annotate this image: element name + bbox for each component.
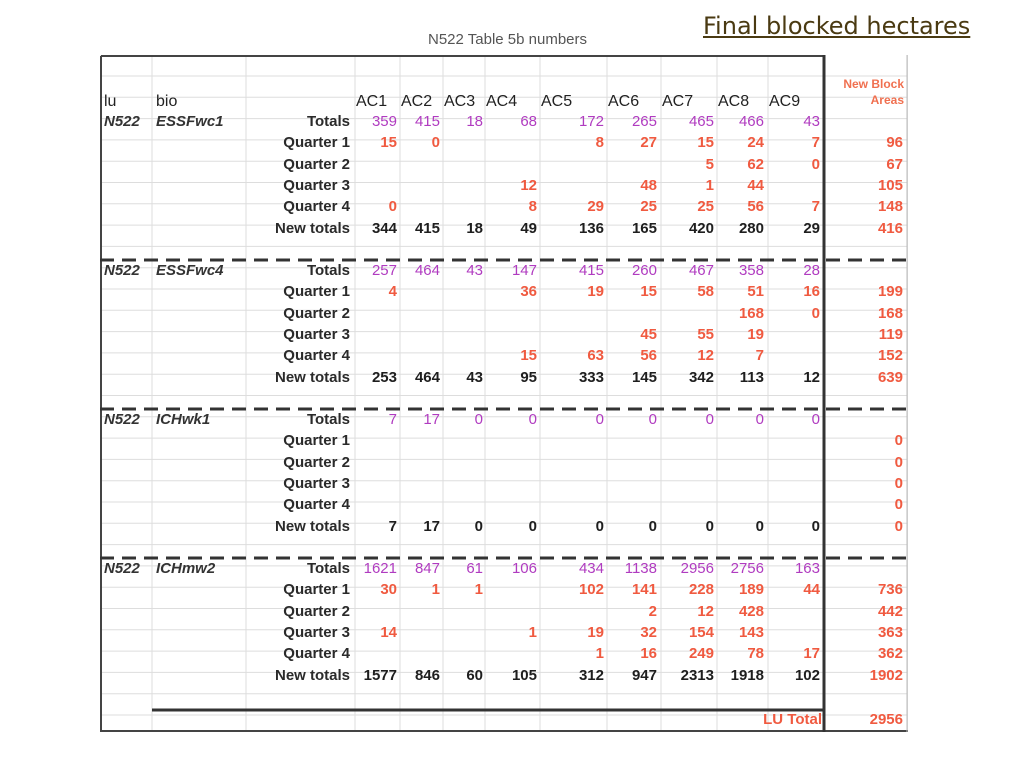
totals-ac3-value: 43 [466, 262, 483, 279]
totals-ac2-value: 415 [414, 113, 440, 130]
new-totals-ac6-value: 145 [631, 368, 657, 386]
quarter-1-ac1-value: 4 [388, 283, 397, 301]
quarter-4-ac7-value: 249 [688, 645, 714, 663]
new-totals-ac4-value: 105 [511, 666, 537, 684]
row-label-quarter-1: Quarter 1 [283, 134, 350, 152]
quarter-1-ac6-value: 141 [631, 581, 657, 599]
quarter-4-ac6-value: 16 [640, 645, 657, 663]
new-block-area-value: 0 [894, 432, 903, 450]
quarter-2-ac7-value: 5 [705, 155, 714, 173]
new-block-area-value: 148 [877, 198, 903, 216]
totals-ac1-value: 7 [388, 411, 397, 428]
row-label-quarter-3: Quarter 3 [283, 325, 350, 343]
totals-ac7-value: 467 [688, 262, 714, 279]
totals-ac5-value: 172 [578, 113, 604, 130]
lu-cell: N522 [104, 113, 140, 130]
totals-ac9-value: 28 [803, 262, 820, 279]
totals-ac5-value: 434 [578, 560, 604, 577]
new-block-area-value: 0 [894, 496, 903, 514]
quarter-4-ac5-value: 63 [587, 347, 604, 365]
row-label-quarter-2: Quarter 2 [283, 155, 350, 173]
quarter-1-ac5-value: 8 [595, 134, 604, 152]
quarter-2-ac8-value: 168 [738, 304, 764, 322]
new-block-area-value: 736 [877, 581, 903, 599]
quarter-2-ac9-value: 0 [811, 304, 820, 322]
new-totals-ac5-value: 312 [578, 666, 604, 684]
new-block-area-value: 119 [878, 325, 903, 343]
quarter-3-ac7-value: 55 [697, 325, 714, 343]
row-label-totals: Totals [306, 411, 350, 428]
new-totals-ac2-value: 415 [414, 219, 440, 237]
ac-header-2: AC2 [401, 93, 433, 110]
new-totals-ac2-value: 464 [414, 368, 440, 386]
totals-ac6-value: 265 [631, 113, 657, 130]
totals-ac6-value: 1138 [624, 560, 657, 577]
new-block-area-value: 0 [894, 517, 903, 535]
new-totals-ac8-value: 113 [739, 368, 764, 386]
lu-cell: N522 [104, 411, 140, 428]
quarter-1-ac5-value: 102 [578, 581, 604, 599]
quarter-4-ac4-value: 8 [528, 198, 537, 216]
quarter-1-ac2-value: 0 [431, 134, 440, 152]
quarter-4-ac8-value: 78 [747, 645, 764, 663]
totals-ac7-value: 2956 [680, 560, 714, 577]
new-totals-ac1-value: 344 [371, 219, 397, 237]
new-totals-ac6-value: 947 [631, 666, 657, 684]
ac-header-5: AC5 [541, 93, 573, 110]
quarter-1-ac2-value: 1 [431, 581, 440, 599]
totals-ac2-value: 847 [414, 560, 440, 577]
quarter-3-ac5-value: 19 [587, 623, 604, 641]
quarter-3-ac8-value: 19 [747, 325, 764, 343]
ac-header-1: AC1 [356, 93, 388, 110]
totals-ac1-value: 257 [371, 262, 397, 279]
new-totals-ac3-value: 0 [474, 517, 483, 535]
new-block-area-value: 363 [877, 623, 903, 641]
row-label-new-totals: New totals [274, 517, 350, 535]
quarter-2-ac8-value: 428 [738, 602, 764, 620]
quarter-1-ac6-value: 27 [640, 134, 657, 152]
row-label-new-totals: New totals [274, 666, 350, 684]
quarter-2-ac6-value: 2 [648, 602, 657, 620]
new-totals-ac7-value: 0 [705, 517, 714, 535]
quarter-4-ac4-value: 15 [520, 347, 537, 365]
totals-ac1-value: 1621 [363, 560, 397, 577]
lu-total-label: LU Total [763, 711, 822, 728]
new-totals-ac4-value: 95 [520, 368, 537, 386]
totals-ac4-value: 147 [511, 262, 537, 279]
quarter-1-ac7-value: 228 [688, 581, 714, 599]
new-totals-ac9-value: 102 [794, 666, 820, 684]
totals-ac8-value: 0 [755, 411, 764, 428]
row-label-quarter-4: Quarter 4 [283, 496, 350, 514]
totals-ac4-value: 68 [520, 113, 537, 130]
quarter-4-ac7-value: 25 [697, 198, 714, 216]
quarter-1-ac8-value: 189 [738, 581, 764, 599]
row-label-quarter-4: Quarter 4 [283, 347, 350, 365]
quarter-1-ac8-value: 51 [747, 283, 764, 301]
totals-ac9-value: 163 [794, 560, 820, 577]
quarter-1-ac9-value: 44 [803, 581, 820, 599]
quarter-4-ac1-value: 0 [388, 198, 397, 216]
totals-ac2-value: 17 [423, 411, 440, 428]
new-totals-ac3-value: 43 [466, 368, 483, 386]
new-totals-ac7-value: 2313 [680, 666, 714, 684]
new-block-area-value: 0 [894, 453, 903, 471]
new-block-area-value: 67 [886, 155, 903, 173]
row-label-totals: Totals [306, 560, 350, 577]
row-label-new-totals: New totals [274, 368, 350, 386]
new-totals-ac3-value: 60 [466, 666, 483, 684]
totals-ac9-value: 0 [811, 411, 820, 428]
totals-ac6-value: 260 [631, 262, 657, 279]
new-block-area-value: 442 [877, 602, 903, 620]
new-totals-ac9-value: 29 [803, 219, 820, 237]
quarter-1-ac9-value: 7 [811, 134, 820, 152]
totals-ac8-value: 2756 [730, 560, 764, 577]
ac-header-4: AC4 [486, 93, 518, 110]
new-totals-ac9-value: 0 [811, 517, 820, 535]
quarter-4-ac8-value: 7 [755, 347, 764, 365]
row-label-quarter-4: Quarter 4 [283, 198, 350, 216]
totals-ac3-value: 61 [466, 560, 483, 577]
new-block-header: Areas [870, 93, 904, 107]
row-label-quarter-2: Quarter 2 [283, 602, 350, 620]
ac-header-9: AC9 [769, 93, 801, 110]
totals-ac3-value: 0 [474, 411, 483, 428]
new-block-area-value: 168 [877, 304, 903, 322]
new-totals-ac2-value: 846 [414, 666, 440, 684]
new-totals-ac6-value: 165 [631, 219, 657, 237]
ac-header-8: AC8 [718, 93, 750, 110]
quarter-3-ac6-value: 45 [640, 325, 657, 343]
row-label-totals: Totals [306, 262, 350, 279]
new-block-area-value: 362 [877, 645, 903, 663]
sheet-caption: N522 Table 5b numbers [428, 31, 587, 48]
new-totals-ac1-value: 253 [371, 368, 397, 386]
new-totals-ac1-value: 1577 [363, 666, 397, 684]
new-totals-ac1-value: 7 [388, 517, 397, 535]
ac-header-6: AC6 [608, 93, 640, 110]
quarter-4-ac9-value: 7 [811, 198, 820, 216]
new-totals-ac9-value: 12 [803, 368, 820, 386]
quarter-4-ac5-value: 29 [587, 198, 604, 216]
quarter-1-ac1-value: 30 [380, 581, 397, 599]
totals-ac4-value: 0 [528, 411, 537, 428]
row-label-quarter-1: Quarter 1 [283, 581, 350, 599]
totals-ac3-value: 18 [466, 113, 483, 130]
quarter-1-ac6-value: 15 [640, 283, 657, 301]
bio-cell: ICHwk1 [156, 411, 211, 428]
new-block-area-value: 1902 [869, 666, 903, 684]
new-totals-ac8-value: 0 [755, 517, 764, 535]
quarter-4-ac8-value: 56 [747, 198, 764, 216]
bio-cell: ICHmw2 [156, 560, 216, 577]
quarter-3-ac7-value: 154 [688, 623, 714, 641]
totals-ac8-value: 358 [738, 262, 764, 279]
new-totals-ac8-value: 280 [738, 219, 764, 237]
lu-total-value: 2956 [869, 711, 903, 728]
bio-cell: ESSFwc4 [156, 262, 224, 279]
quarter-3-ac1-value: 14 [380, 623, 397, 641]
totals-ac1-value: 359 [371, 113, 397, 130]
totals-ac7-value: 465 [688, 113, 714, 130]
new-block-area-value: 199 [877, 283, 903, 301]
new-totals-ac2-value: 17 [423, 517, 440, 535]
quarter-1-ac1-value: 15 [380, 134, 397, 152]
totals-ac4-value: 106 [511, 560, 537, 577]
new-block-area-value: 105 [877, 176, 903, 194]
new-totals-ac4-value: 0 [528, 517, 537, 535]
ac-header-7: AC7 [662, 93, 694, 110]
new-totals-ac8-value: 1918 [730, 666, 764, 684]
row-label-quarter-2: Quarter 2 [283, 304, 350, 322]
row-label-quarter-1: Quarter 1 [283, 432, 350, 450]
quarter-1-ac7-value: 58 [697, 283, 714, 301]
new-totals-ac5-value: 333 [578, 368, 604, 386]
new-totals-ac3-value: 18 [466, 219, 483, 237]
new-block-area-value: 0 [894, 474, 903, 492]
row-label-totals: Totals [306, 113, 350, 130]
bio-cell: ESSFwc1 [156, 113, 224, 130]
quarter-3-ac8-value: 143 [738, 623, 764, 641]
quarter-3-ac6-value: 32 [640, 623, 657, 641]
row-label-quarter-3: Quarter 3 [283, 623, 350, 641]
bio-header: bio [156, 93, 178, 110]
totals-ac5-value: 0 [595, 411, 604, 428]
quarter-3-ac6-value: 48 [640, 176, 657, 194]
totals-ac6-value: 0 [648, 411, 657, 428]
totals-ac7-value: 0 [705, 411, 714, 428]
new-totals-ac7-value: 342 [688, 368, 714, 386]
new-block-area-value: 96 [886, 134, 903, 152]
row-label-quarter-4: Quarter 4 [283, 645, 350, 663]
totals-ac8-value: 466 [738, 113, 764, 130]
quarter-1-ac5-value: 19 [587, 283, 604, 301]
quarter-1-ac7-value: 15 [697, 134, 714, 152]
quarter-2-ac7-value: 12 [697, 602, 714, 620]
row-label-new-totals: New totals [274, 219, 350, 237]
row-label-quarter-1: Quarter 1 [283, 283, 350, 301]
lu-cell: N522 [104, 262, 140, 279]
totals-ac2-value: 464 [414, 262, 440, 279]
spreadsheet-table [100, 55, 908, 732]
new-totals-ac7-value: 420 [688, 219, 714, 237]
new-block-header: New Block [843, 77, 904, 91]
new-totals-ac4-value: 49 [520, 219, 537, 237]
totals-ac5-value: 415 [578, 262, 604, 279]
quarter-1-ac4-value: 36 [520, 283, 537, 301]
quarter-4-ac9-value: 17 [803, 645, 820, 663]
quarter-2-ac9-value: 0 [811, 155, 820, 173]
lu-header: lu [104, 93, 117, 110]
row-label-quarter-2: Quarter 2 [283, 453, 350, 471]
quarter-3-ac7-value: 1 [705, 176, 714, 194]
quarter-2-ac8-value: 62 [747, 155, 764, 173]
quarter-1-ac8-value: 24 [747, 134, 764, 152]
ac-header-3: AC3 [444, 93, 476, 110]
quarter-4-ac5-value: 1 [595, 645, 604, 663]
quarter-1-ac3-value: 1 [474, 581, 483, 599]
quarter-4-ac7-value: 12 [697, 347, 714, 365]
new-totals-ac5-value: 0 [595, 517, 604, 535]
quarter-3-ac8-value: 44 [747, 176, 764, 194]
quarter-3-ac4-value: 1 [528, 623, 537, 641]
quarter-3-ac4-value: 12 [520, 176, 537, 194]
totals-ac9-value: 43 [803, 113, 820, 130]
new-totals-ac5-value: 136 [578, 219, 604, 237]
lu-cell: N522 [104, 560, 140, 577]
quarter-1-ac9-value: 16 [803, 283, 820, 301]
row-label-quarter-3: Quarter 3 [283, 176, 350, 194]
new-block-area-value: 639 [877, 368, 903, 386]
new-block-area-value: 152 [877, 347, 903, 365]
new-block-area-value: 416 [877, 219, 903, 237]
quarter-4-ac6-value: 56 [640, 347, 657, 365]
new-totals-ac6-value: 0 [648, 517, 657, 535]
row-label-quarter-3: Quarter 3 [283, 474, 350, 492]
quarter-4-ac6-value: 25 [640, 198, 657, 216]
slide-title: Final blocked hectares [703, 12, 971, 40]
